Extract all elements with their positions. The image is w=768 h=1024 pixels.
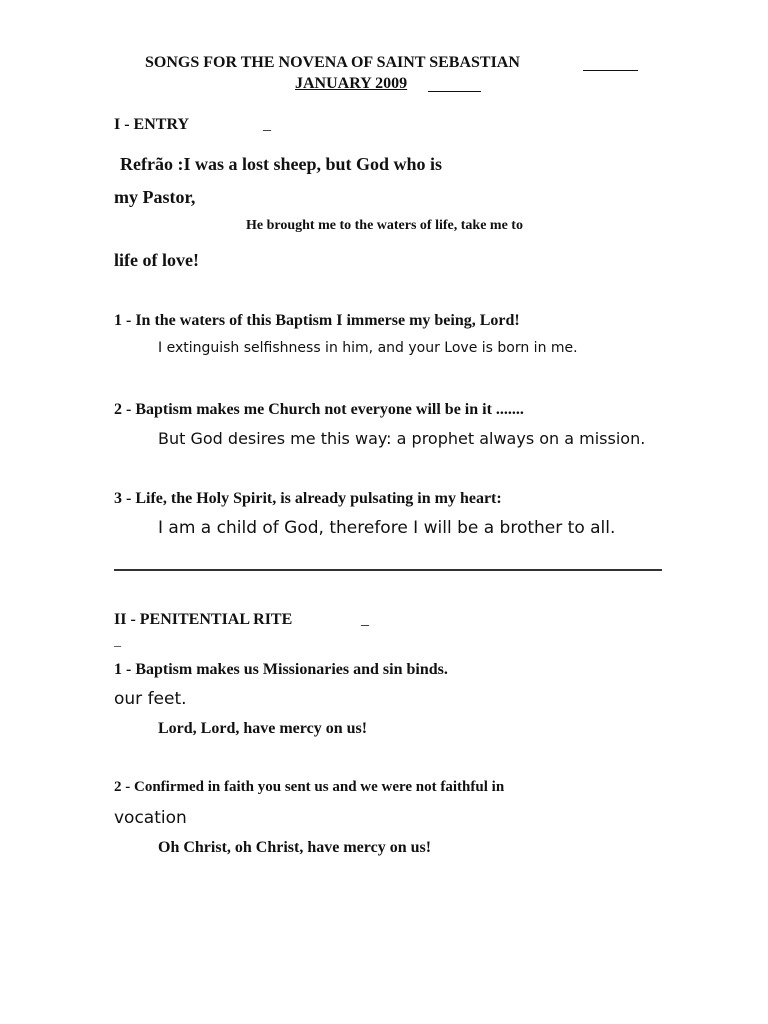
section-heading-mark: _ (361, 611, 369, 628)
refrain-line: my Pastor, (114, 187, 196, 207)
stray-mark: _ (114, 634, 121, 649)
section-divider (114, 569, 662, 571)
penitential-response: Lord, Lord, have mercy on us! (158, 720, 368, 737)
title-underline (583, 70, 638, 71)
penitential-line: 1 - Baptism makes us Missionaries and sin binds. (114, 661, 448, 678)
date-underline (428, 91, 481, 92)
section-heading-entry: I - ENTRY (114, 116, 189, 133)
document-title: SONGS FOR THE NOVENA OF SAINT SEBASTIAN (145, 54, 520, 71)
penitential-line: 2 - Confirmed in faith you sent us and we were not faithful in (114, 779, 505, 795)
document-date: JANUARY 2009 (295, 75, 408, 92)
verse-line: 1 - In the waters of this Baptism I immerse my being, Lord! (114, 312, 520, 329)
verse-line: But God desires me this way: a prophet always on a mission. (158, 429, 646, 448)
penitential-line: vocation (114, 808, 187, 828)
refrain-line: He brought me to the waters of life, take me to (246, 218, 523, 233)
penitential-response: Oh Christ, oh Christ, have mercy on us! (158, 839, 432, 856)
refrain-line: life of love! (114, 250, 199, 270)
verse-line: I am a child of God, therefore I will be a brother to all. (158, 518, 616, 538)
section-heading-penitential: II - PENITENTIAL RITE (114, 611, 293, 628)
verse-line: 3 - Life, the Holy Spirit, is already pulsating in my heart: (114, 490, 502, 507)
refrain-line: Refrão :I was a lost sheep, but God who is (120, 154, 443, 174)
verse-line: I extinguish selfishness in him, and your Love is born in me. (158, 340, 578, 356)
penitential-line: our feet. (114, 689, 187, 709)
section-heading-mark: _ (263, 116, 271, 133)
verse-line: 2 - Baptism makes me Church not everyone will be in it ....... (114, 401, 524, 418)
